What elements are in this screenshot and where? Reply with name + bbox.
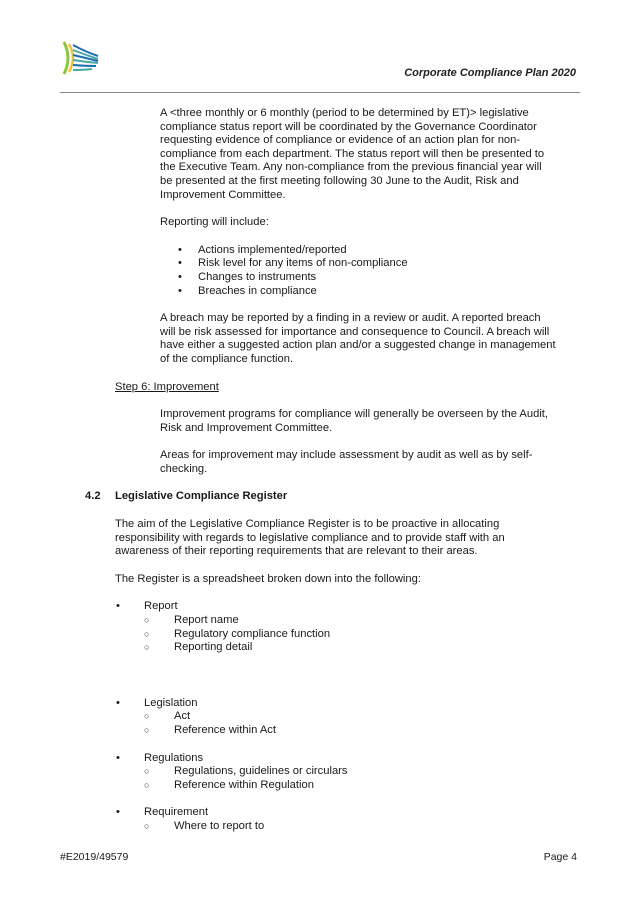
register-intro: The Register is a spreadsheet broken down into the following: [115, 572, 421, 585]
document-reference: #E2019/49579 [60, 851, 129, 863]
register-subitem: ○ Where to report to [144, 819, 265, 832]
register-item: • Regulations [116, 751, 204, 764]
register-subitem: ○ Reference within Regulation [144, 778, 314, 791]
bullet-icon: • [178, 270, 182, 283]
bullet-icon: • [116, 600, 120, 613]
register-subitem: ○ Act [144, 710, 191, 723]
register-item: • Report [116, 600, 178, 613]
text-line: Improvement programs for compliance will generally be overseen by the Audit, [160, 408, 549, 421]
text-line: A breach may be reported by a finding in a review or audit. A reported breach [160, 312, 541, 325]
text-line: Areas for improvement may include assessment by audit as well as by self- [160, 449, 533, 462]
bullet-icon: • [178, 284, 182, 297]
text-line: have either a suggested action plan and/or a suggested change in management [160, 339, 556, 352]
circle-bullet-icon: ○ [144, 725, 150, 735]
bullet-icon: • [116, 806, 120, 819]
text-line: compliance from each department. The status report will then be presented to [160, 147, 545, 160]
circle-bullet-icon: ○ [144, 766, 150, 777]
text-line: responsibility with regards to legislative compliance and to provide staff with an [115, 531, 505, 544]
text-line: The aim of the Legislative Compliance Register is to be proactive in allocating [115, 518, 500, 531]
bullet-icon: • [178, 243, 182, 256]
status-report-paragraph [160, 107, 578, 202]
circle-bullet-icon: ○ [144, 779, 150, 790]
list-item: • Risk level for any items of non-compliance [178, 257, 408, 270]
council-logo [58, 38, 102, 78]
register-subitem: ○ Regulatory compliance function [144, 627, 331, 640]
circle-bullet-icon: ○ [144, 642, 150, 653]
section-number: 4.2 [85, 490, 101, 503]
text-line: compliance status report will be coordinated by the Governance Coordinator [160, 120, 537, 133]
page-number: Page 4 [543, 851, 577, 863]
bullet-icon: • [178, 257, 182, 270]
register-item: • Requirement [116, 806, 209, 819]
header-divider [60, 92, 580, 93]
reporting-label: Reporting will include: [160, 216, 269, 229]
register-subitem: ○ Report name [144, 614, 239, 627]
bullet-icon: • [116, 751, 120, 764]
register-aim-paragraph [115, 518, 578, 559]
list-item: • Breaches in compliance [178, 284, 317, 297]
list-item: • Changes to instruments [178, 270, 317, 283]
circle-bullet-icon: ○ [144, 615, 150, 626]
text-line: be presented at the first meeting following 30 June to the Audit, Risk and [160, 174, 519, 187]
page-body [0, 107, 638, 834]
register-subitem: ○ Regulations, guidelines or circulars [144, 765, 348, 778]
text-line: the Executive Team. Any non-compliance from the previous financial year will [160, 161, 542, 174]
reporting-list [0, 244, 638, 298]
text-line: A <three monthly or 6 monthly (period to be determined by ET)> legislative [160, 107, 529, 119]
breach-paragraph [160, 312, 578, 366]
register-subitem: ○ Reference within Act [144, 724, 276, 736]
text-line: will be risk assessed for importance and consequence to Council. A breach will [160, 325, 550, 338]
improvement-paragraph [160, 408, 578, 435]
circle-bullet-icon: ○ [144, 711, 150, 722]
text-line: checking. [160, 462, 208, 475]
document-title: Corporate Compliance Plan 2020 [404, 67, 576, 79]
text-line: Risk and Improvement Committee. [160, 421, 333, 434]
list-item: • Actions implemented/reported [178, 243, 347, 256]
register-item: • Legislation [116, 696, 198, 709]
text-line: requesting evidence of compliance or evidence of an action plan for non- [160, 134, 521, 147]
section-title: Legislative Compliance Register [115, 490, 288, 503]
text-line: of the compliance function. [160, 352, 294, 365]
step6-heading: Step 6: Improvement [115, 380, 219, 393]
circle-bullet-icon: ○ [144, 628, 150, 639]
bullet-icon: • [116, 696, 120, 709]
text-line: Improvement Committee. [160, 188, 286, 201]
text-line: awareness of their reporting requirements that are relevant to their areas. [115, 545, 478, 558]
circle-bullet-icon: ○ [144, 820, 150, 831]
section-heading [85, 490, 638, 504]
areas-paragraph [160, 449, 578, 476]
register-subitem: ○ Reporting detail [144, 641, 253, 654]
